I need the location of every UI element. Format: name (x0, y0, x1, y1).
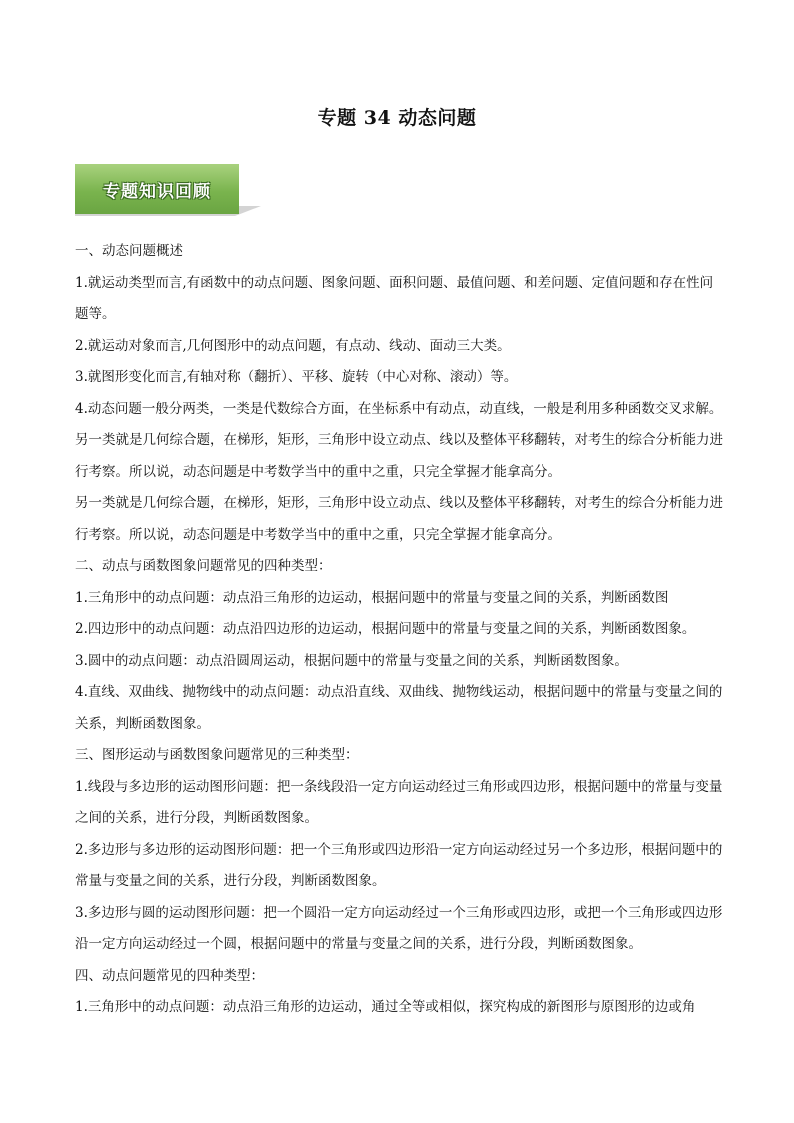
paragraph: 2.四边形中的动点问题：动点沿四边形的边运动，根据问题中的常量与变量之间的关系，判断函数图象。 (75, 621, 696, 637)
paragraph: 1.线段与多边形的运动图形问题：把一条线段沿一定方向运动经过三角形或四边形，根据问题中的常量与变量之间的关系，进行分段，判断函数图象。 (75, 778, 723, 826)
section-heading-2: 二、动点与函数图象问题常见的四种类型： (75, 558, 332, 574)
paragraph: 4.动态问题一般分两类，一类是代数综合方面，在坐标系中有动点，动直线，一般是利用多种函数交叉求解。另一类就是几何综合题，在梯形，矩形，三角形中设立动点、线以及整体平移翻转，对考生的综合分析能力进行考察。所以说，动态问题是中考数学当中的重中之重，只完全掌握才能拿高分。 (75, 400, 723, 480)
banner-box (75, 164, 239, 214)
section-heading-4: 四、动点问题常见的四种类型： (75, 967, 264, 984)
section-banner (75, 164, 265, 218)
paragraph: 1.三角形中的动点问题：动点沿三角形的边运动，通过全等或相似，探究构成的新图形与原图形的边或角 (75, 999, 696, 1015)
paragraph: 3.圆中的动点问题：动点沿圆周运动，根据问题中的常量与变量之间的关系，判断函数图象。 (75, 652, 628, 669)
paragraph: 1.三角形中的动点问题：动点沿三角形的边运动，根据问题中的常量与变量之间的关系，判断函数图 (75, 589, 669, 606)
paragraph: 2.多边形与多边形的运动图形问题：把一个三角形或四边形沿一定方向运动经过另一个多边形，根据问题中的常量与变量之间的关系，进行分段，判断函数图象。 (75, 841, 723, 889)
document-body (75, 236, 725, 1024)
paragraph: 1.就运动类型而言,有函数中的动点问题、图象问题、面积问题、最值问题、和差问题、定值问题和存在性问题等。 (75, 274, 714, 322)
section-heading-1: 一、动态问题概述 (75, 243, 183, 259)
paragraph: 3.就图形变化而言,有轴对称（翻折）、平移、旋转（中心对称、滚动）等。 (75, 369, 518, 385)
section-heading-3: 三、图形运动与函数图象问题常见的三种类型： (75, 747, 359, 763)
paragraph: 2.就运动对象而言,几何图形中的动点问题，有点动、线动、面动三大类。 (75, 337, 511, 354)
banner-label: 专题知识回顾 (103, 181, 211, 202)
paragraph: 4.直线、双曲线、抛物线中的动点问题：动点沿直线、双曲线、抛物线运动，根据问题中的常量与变量之间的关系，判断函数图象。 (75, 684, 723, 732)
paragraph: 3.多边形与圆的运动图形问题：把一个圆沿一定方向运动经过一个三角形或四边形，或把一个三角形或四边形沿一定方向运动经过一个圆，根据问题中的常量与变量之间的关系，进行分段，判断函数图象。 (75, 904, 723, 952)
paragraph: 另一类就是几何综合题，在梯形，矩形，三角形中设立动点、线以及整体平移翻转，对考生的综合分析能力进行考察。所以说，动态问题是中考数学当中的重中之重，只完全掌握才能拿高分。 (75, 495, 723, 543)
page-title: 专题 34 动态问题 (317, 107, 477, 129)
